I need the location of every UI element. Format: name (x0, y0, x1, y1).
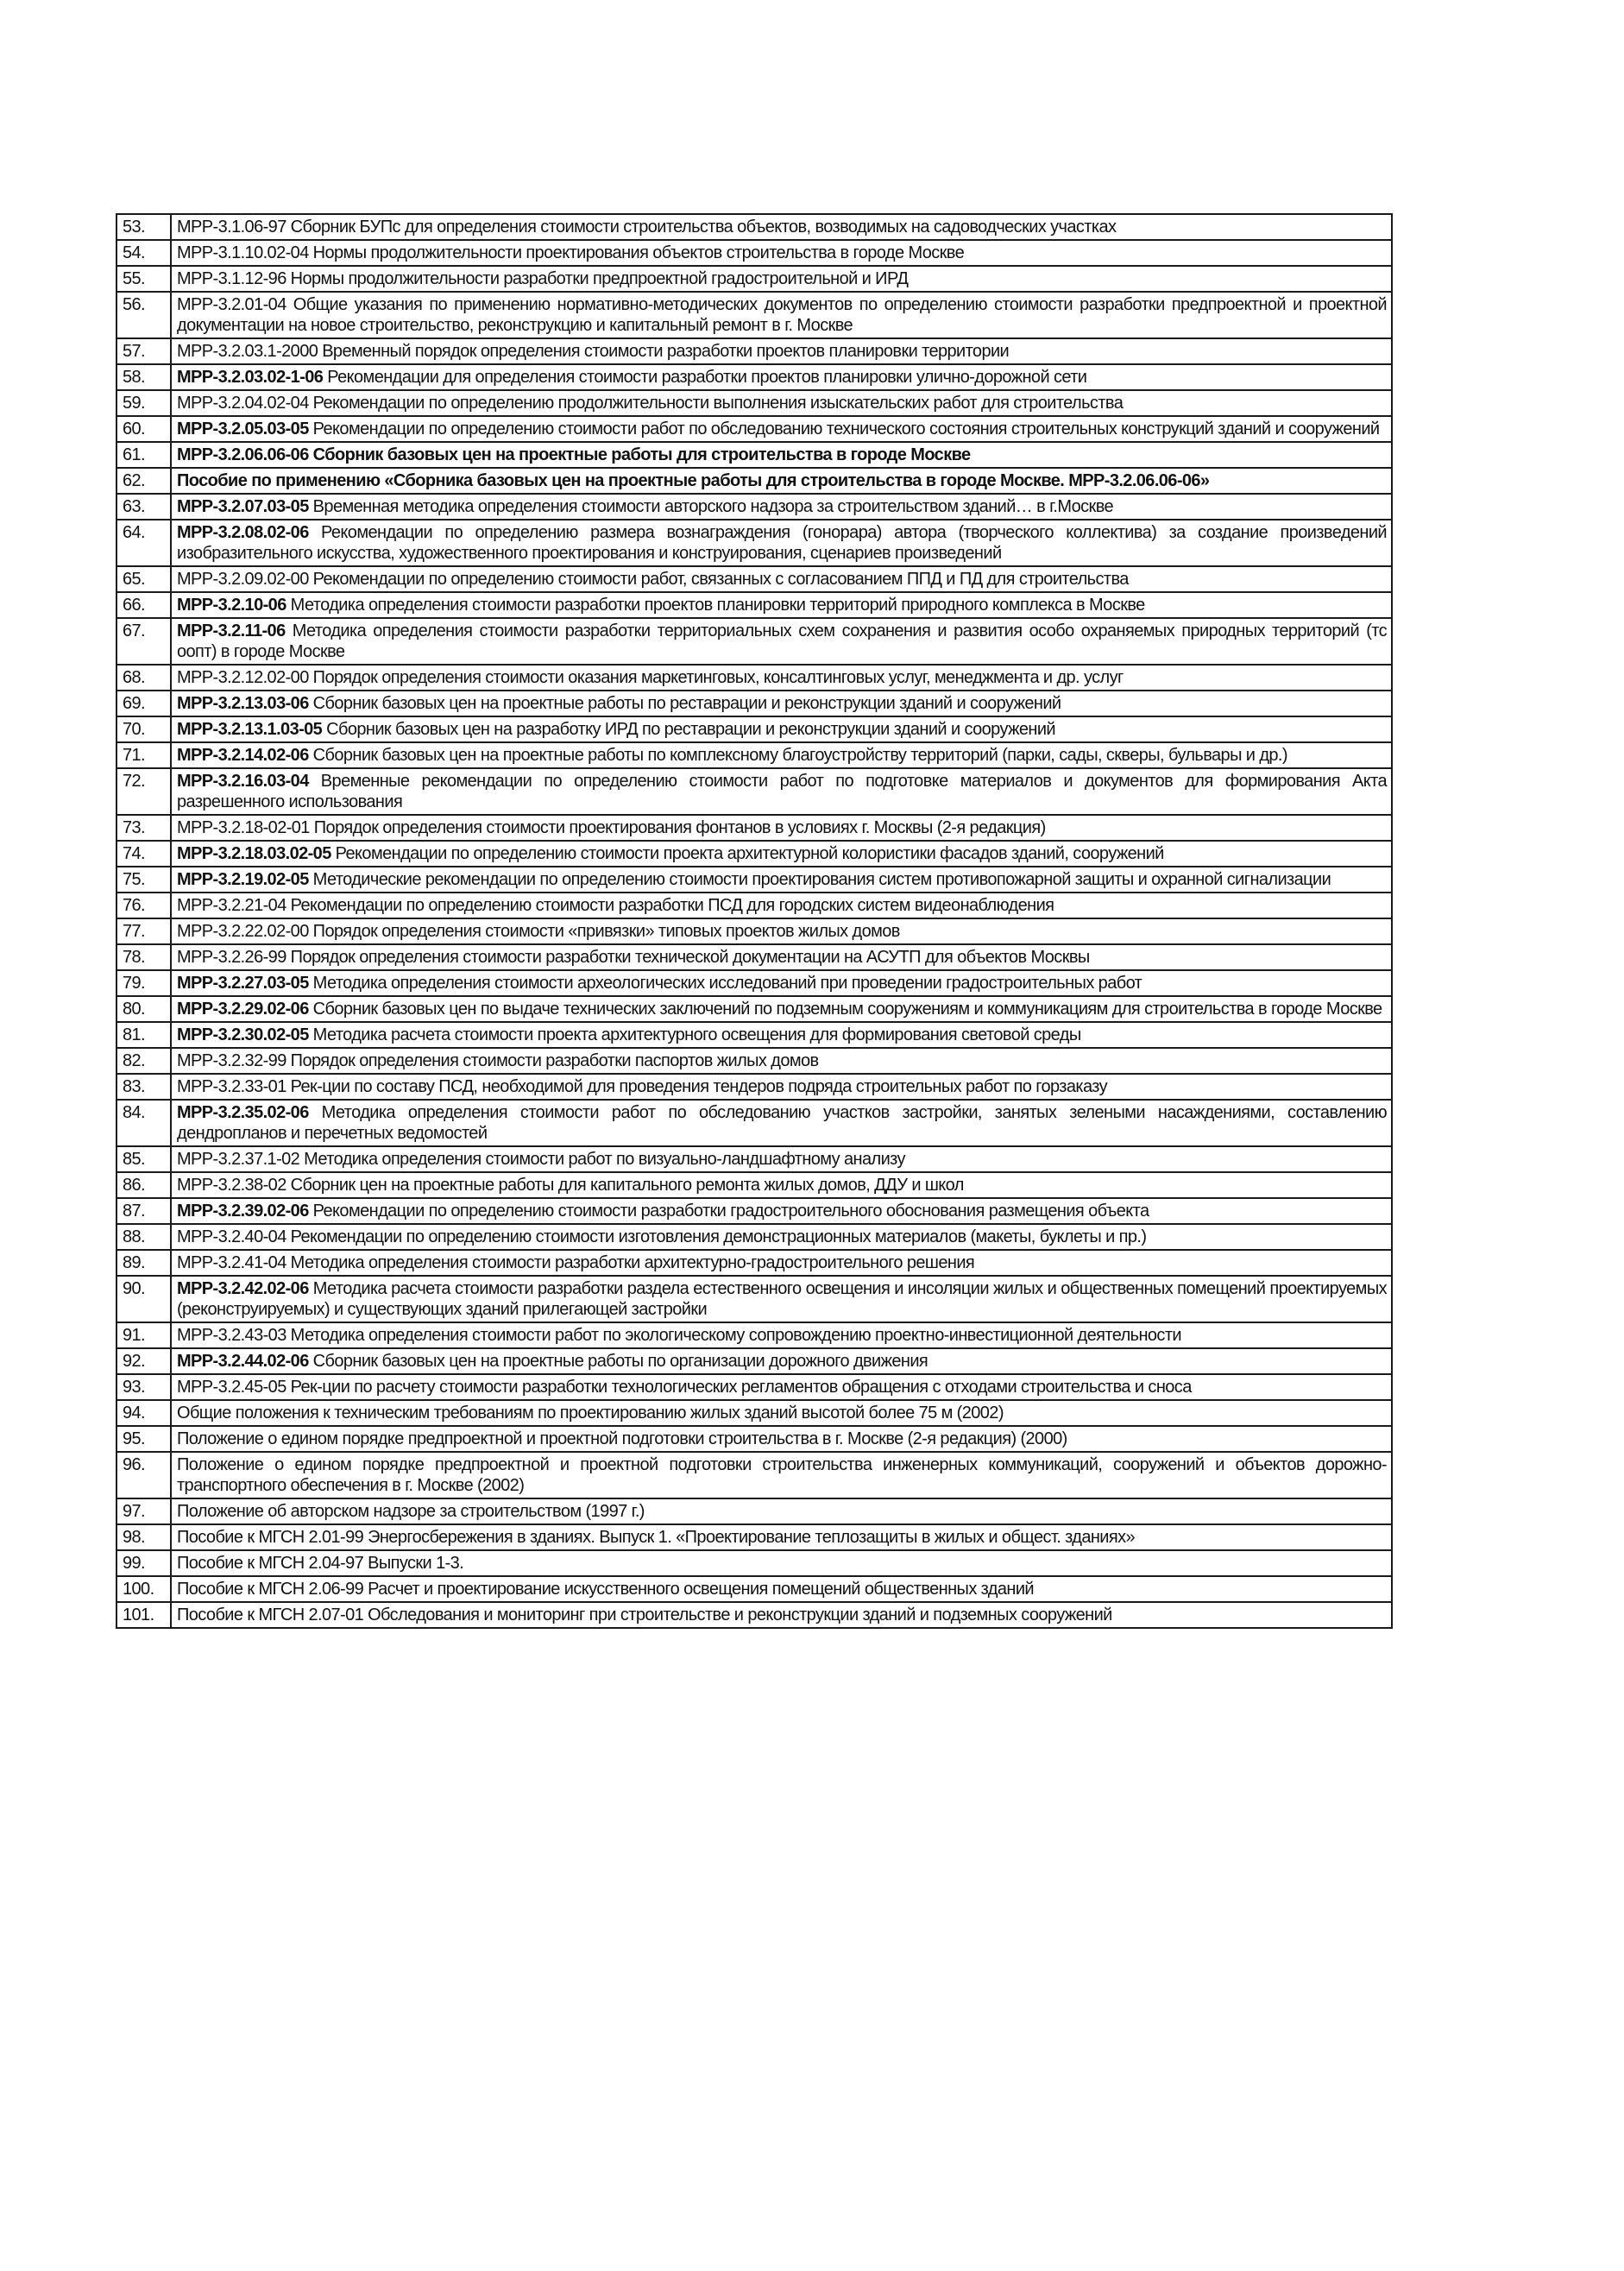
document-description: Пособие к МГСН 2.07-01 Обследования и мониторинг при строительстве и реконструкции зданий и подземных сооружений (177, 1605, 1112, 1624)
document-code: МРР-3.2.42.02-06 (177, 1279, 309, 1298)
document-description: Методика определения стоимости разработки проектов планировки территорий природного комплекса в Москве (286, 596, 1145, 615)
document-title (171, 1400, 1392, 1426)
row-number: 90. (116, 1276, 171, 1322)
document-description: МРР-3.2.40-04 Рекомендации по определению стоимости изготовления демонстрационных материалов (макеты, буклеты и пр.) (177, 1227, 1147, 1246)
document-title (171, 416, 1392, 442)
document-description: Методика определения стоимости археологических исследований при проведении градостроительных работ (308, 974, 1142, 993)
row-number: 70. (116, 716, 171, 742)
document-title (171, 867, 1392, 893)
row-number: 54. (116, 240, 171, 266)
row-number: 79. (116, 970, 171, 996)
row-number: 82. (116, 1048, 171, 1074)
row-number: 101. (116, 1602, 171, 1628)
document-title (171, 1452, 1392, 1498)
table-row (116, 338, 1392, 364)
document-description: МРР-3.2.22.02-00 Порядок определения стоимости «привязки» типовых проектов жилых домов (177, 922, 900, 941)
document-title (171, 1348, 1392, 1374)
table-row (116, 1576, 1392, 1602)
row-number: 71. (116, 742, 171, 768)
document-title (171, 1276, 1392, 1322)
table-row (116, 1348, 1392, 1374)
document-title (171, 1550, 1392, 1576)
table-row (116, 815, 1392, 841)
document-description: Пособие к МГСН 2.06-99 Расчет и проектирование искусственного освещения помещений общественных зданий (177, 1580, 1034, 1599)
row-number: 64. (116, 520, 171, 566)
table-row (116, 214, 1392, 240)
document-title (171, 442, 1392, 468)
document-description: МРР-3.1.06-97 Сборник БУПс для определения стоимости строительства объектов, возводимых на садоводческих участках (177, 218, 1117, 237)
document-code: МРР-3.2.07.03-05 (177, 497, 309, 516)
document-title (171, 970, 1392, 996)
row-number: 57. (116, 338, 171, 364)
row-number: 76. (116, 893, 171, 918)
document-title (171, 841, 1392, 867)
document-register-table (116, 213, 1393, 1629)
document-description: МРР-3.2.26-99 Порядок определения стоимости разработки технической документации на АСУТП для объектов Москвы (177, 948, 1090, 967)
document-title (171, 918, 1392, 944)
document-code: МРР-3.2.35.02-06 (177, 1103, 309, 1122)
table-row (116, 592, 1392, 618)
document-title (171, 1146, 1392, 1172)
table-row (116, 1524, 1392, 1550)
table-row (116, 665, 1392, 691)
document-title (171, 468, 1392, 494)
document-title (171, 1576, 1392, 1602)
document-description: Рекомендации для определения стоимости разработки проектов планировки улично-дорожной сети (323, 368, 1087, 387)
table-row (116, 1452, 1392, 1498)
table-row (116, 520, 1392, 566)
table-row (116, 1374, 1392, 1400)
document-code: МРР-3.2.08.02-06 (177, 523, 309, 542)
row-number: 77. (116, 918, 171, 944)
document-title (171, 1374, 1392, 1400)
row-number: 99. (116, 1550, 171, 1576)
document-title (171, 240, 1392, 266)
document-title (171, 815, 1392, 841)
row-number: 86. (116, 1172, 171, 1198)
table-row (116, 1048, 1392, 1074)
table-row (116, 1550, 1392, 1576)
document-title (171, 618, 1392, 665)
row-number: 62. (116, 468, 171, 494)
table-row (116, 442, 1392, 468)
row-number: 84. (116, 1100, 171, 1146)
document-description: Методика определения стоимости работ по обследованию участков застройки, занятых зелеными насаждениями, составлению дендропланов и перечетных ведомостей (177, 1103, 1387, 1143)
row-number: 68. (116, 665, 171, 691)
document-code: МРР-3.2.29.02-06 (177, 1000, 309, 1019)
table-row (116, 416, 1392, 442)
document-title (171, 893, 1392, 918)
document-title (171, 1322, 1392, 1348)
document-title (171, 390, 1392, 416)
table-row (116, 364, 1392, 390)
document-description: Положение о едином порядке предпроектной и проектной подготовки строительства в г. Москве (2-я редакция) (2000) (177, 1429, 1067, 1448)
document-description: Пособие к МГСН 2.04-97 Выпуски 1-3. (177, 1554, 464, 1573)
row-number: 56. (116, 292, 171, 338)
table-row (116, 240, 1392, 266)
document-title (171, 494, 1392, 520)
document-description: Временная методика определения стоимости авторского надзора за строительством зданий… в г.Москве (308, 497, 1114, 516)
document-code: МРР-3.2.10-06 (177, 596, 286, 615)
document-title (171, 338, 1392, 364)
document-title (171, 1602, 1392, 1628)
table-row (116, 1276, 1392, 1322)
table-row (116, 716, 1392, 742)
row-number: 95. (116, 1426, 171, 1452)
row-number: 78. (116, 944, 171, 970)
row-number: 58. (116, 364, 171, 390)
row-number: 87. (116, 1198, 171, 1224)
document-code: МРР-3.2.16.03-04 (177, 772, 309, 791)
document-title (171, 1048, 1392, 1074)
document-description: МРР-3.2.41-04 Методика определения стоимости разработки архитектурно-градостроительного решения (177, 1253, 975, 1272)
table-row (116, 841, 1392, 867)
row-number: 60. (116, 416, 171, 442)
document-title (171, 1172, 1392, 1198)
row-number: 80. (116, 996, 171, 1022)
document-description: МРР-3.1.10.02-04 Нормы продолжительности проектирования объектов строительства в городе Москве (177, 243, 965, 262)
document-description: Рекомендации по определению стоимости работ по обследованию технического состояния строительных конструкций зданий и сооружений (308, 420, 1380, 438)
row-number: 96. (116, 1452, 171, 1498)
row-number: 63. (116, 494, 171, 520)
document-code: МРР-3.2.03.02-1-06 (177, 368, 324, 387)
document-description: МРР-3.1.12-96 Нормы продолжительности разработки предпроектной градостроительной и ИРД (177, 269, 909, 288)
document-description: Пособие по применению «Сборника базовых цен на проектные работы для строительства в городе Москве. МРР-3.2.06.06-06» (177, 471, 1210, 490)
document-code: МРР-3.2.19.02-05 (177, 870, 309, 889)
document-title (171, 1074, 1392, 1100)
table-row (116, 996, 1392, 1022)
table-row (116, 266, 1392, 292)
table-row (116, 1322, 1392, 1348)
document-title (171, 214, 1392, 240)
row-number: 94. (116, 1400, 171, 1426)
table-row (116, 768, 1392, 815)
document-description: Методические рекомендации по определению стоимости проектирования систем противопожарной защиты и охранной сигнализации (308, 870, 1331, 889)
document-description: МРР-3.2.12.02-00 Порядок определения стоимости оказания маркетинговых, консалтинговых услуг, менеджмента и др. услуг (177, 668, 1124, 687)
document-code: МРР-3.2.44.02-06 (177, 1352, 309, 1371)
document-title (171, 768, 1392, 815)
document-title (171, 742, 1392, 768)
row-number: 53. (116, 214, 171, 240)
row-number: 88. (116, 1224, 171, 1250)
row-number: 97. (116, 1498, 171, 1524)
document-title (171, 520, 1392, 566)
document-title (171, 1224, 1392, 1250)
row-number: 66. (116, 592, 171, 618)
document-description: Методика расчета стоимости разработки раздела естественного освещения и инсоляции жилых и общественных помещений проектируемых (реконструируемых) и существующих зданий прилегающей застройки (177, 1279, 1387, 1319)
row-number: 74. (116, 841, 171, 867)
register-rows (116, 214, 1392, 1628)
row-number: 67. (116, 618, 171, 665)
document-description: МРР-3.2.06.06-06 Сборник базовых цен на проектные работы для строительства в городе Москве (177, 445, 971, 464)
row-number: 73. (116, 815, 171, 841)
table-row (116, 1498, 1392, 1524)
document-title (171, 292, 1392, 338)
document-description: Сборник базовых цен на разработку ИРД по реставрации и реконструкции зданий и сооружений (322, 720, 1055, 739)
table-row (116, 618, 1392, 665)
row-number: 85. (116, 1146, 171, 1172)
document-code: МРР-3.2.13.03-06 (177, 694, 309, 713)
row-number: 92. (116, 1348, 171, 1374)
document-code: МРР-3.2.13.1.03-05 (177, 720, 323, 739)
table-row (116, 893, 1392, 918)
document-title (171, 266, 1392, 292)
document-description: Методика определения стоимости разработки территориальных схем сохранения и развития особо охраняемых природных территорий (тс оопт) в городе Москве (177, 621, 1387, 661)
table-row (116, 566, 1392, 592)
document-description: Методика расчета стоимости проекта архитектурного освещения для формирования световой среды (308, 1025, 1081, 1044)
row-number: 93. (116, 1374, 171, 1400)
table-row (116, 1100, 1392, 1146)
table-row (116, 292, 1392, 338)
document-description: Общие положения к техническим требованиям по проектированию жилых зданий высотой более 75 м (2002) (177, 1404, 1004, 1423)
table-row (116, 1426, 1392, 1452)
row-number: 100. (116, 1576, 171, 1602)
document-description: МРР-3.2.18-02-01 Порядок определения стоимости проектирования фонтанов в условиях г. Москвы (2-я редакция) (177, 818, 1046, 837)
document-description: Сборник базовых цен на проектные работы по организации дорожного движения (308, 1352, 928, 1371)
document-description: Пособие к МГСН 2.01-99 Энергосбережения в зданиях. Выпуск 1. «Проектирование теплозащиты в жилых и общест. зданиях» (177, 1528, 1136, 1547)
row-number: 61. (116, 442, 171, 468)
row-number: 59. (116, 390, 171, 416)
document-description: Рекомендации по определению стоимости разработки градостроительного обоснования размещения объекта (308, 1202, 1149, 1221)
document-title (171, 1426, 1392, 1452)
document-code: МРР-3.2.27.03-05 (177, 974, 309, 993)
row-number: 89. (116, 1250, 171, 1276)
document-description: Временные рекомендации по определению стоимости работ по подготовке материалов и документов для формирования Акта разрешенного использования (177, 772, 1387, 811)
document-title (171, 1100, 1392, 1146)
table-row (116, 1146, 1392, 1172)
table-row (116, 1172, 1392, 1198)
row-number: 75. (116, 867, 171, 893)
document-title (171, 364, 1392, 390)
document-description: МРР-3.2.43-03 Методика определения стоимости работ по экологическому сопровождению проектно-инвестиционной деятельности (177, 1326, 1181, 1345)
row-number: 83. (116, 1074, 171, 1100)
document-code: МРР-3.2.14.02-06 (177, 746, 309, 765)
document-description: Сборник базовых цен на проектные работы по реставрации и реконструкции зданий и сооружений (308, 694, 1061, 713)
document-description: МРР-3.2.33-01 Рек-ции по составу ПСД, необходимой для проведения тендеров подряда строительных работ по горзаказу (177, 1077, 1108, 1096)
table-row (116, 390, 1392, 416)
table-row (116, 918, 1392, 944)
document-title (171, 996, 1392, 1022)
document-description: МРР-3.2.09.02-00 Рекомендации по определению стоимости работ, связанных с согласованием ППД и ПД для строительства (177, 570, 1129, 589)
document-title (171, 1524, 1392, 1550)
table-row (116, 1602, 1392, 1628)
document-description: Сборник базовых цен на проектные работы по комплексному благоустройству территорий (парки, сады, скверы, бульвары и др.) (308, 746, 1287, 765)
table-row (116, 742, 1392, 768)
table-row (116, 691, 1392, 716)
document-title (171, 1022, 1392, 1048)
row-number: 98. (116, 1524, 171, 1550)
document-description: МРР-3.2.01-04 Общие указания по применению нормативно-методических документов по определению стоимости разработки предпроектной и проектной документации на новое строительство, реконструкцию и капитальный ремонт в г. Москве (177, 295, 1387, 335)
table-row (116, 970, 1392, 996)
document-title (171, 665, 1392, 691)
document-description: Положение о едином порядке предпроектной и проектной подготовки строительства инженерных коммуникаций, сооружений и объектов дорожно-транспортного обеспечения в г. Москве (2002) (177, 1455, 1387, 1495)
document-title (171, 566, 1392, 592)
document-description: МРР-3.2.03.1-2000 Временный порядок определения стоимости разработки проектов планировки территории (177, 342, 1010, 361)
table-row (116, 1022, 1392, 1048)
document-title (171, 1198, 1392, 1224)
table-row (116, 468, 1392, 494)
table-row (116, 1224, 1392, 1250)
document-title (171, 691, 1392, 716)
document-code: МРР-3.2.39.02-06 (177, 1202, 309, 1221)
document-description: МРР-3.2.04.02-04 Рекомендации по определению продолжительности выполнения изыскательских работ для строительства (177, 394, 1124, 413)
document-description: Сборник базовых цен по выдаче технических заключений по подземным сооружениям и коммуникациям для строительства в городе Москве (308, 1000, 1382, 1019)
document-description: МРР-3.2.21-04 Рекомендации по определению стоимости разработки ПСД для городских систем видеонаблюдения (177, 896, 1054, 915)
document-code: МРР-3.2.18.03.02-05 (177, 844, 331, 863)
row-number: 55. (116, 266, 171, 292)
document-title (171, 1498, 1392, 1524)
document-description: Рекомендации по определению стоимости проекта архитектурной колористики фасадов зданий, сооружений (330, 844, 1164, 863)
document-title (171, 592, 1392, 618)
row-number: 65. (116, 566, 171, 592)
table-row (116, 1250, 1392, 1276)
document-description: Рекомендации по определению размера вознаграждения (гонорара) автора (творческого коллектива) за создание произведений изобразительного искусства, художественного проектирования и конструирования, сценариев произведений (177, 523, 1387, 563)
table-row (116, 1198, 1392, 1224)
document-description: МРР-3.2.45-05 Рек-ции по расчету стоимости разработки технологических регламентов обращения с отходами строительства и сноса (177, 1378, 1192, 1397)
table-row (116, 867, 1392, 893)
document-description: МРР-3.2.32-99 Порядок определения стоимости разработки паспортов жилых домов (177, 1051, 819, 1070)
row-number: 69. (116, 691, 171, 716)
document-title (171, 716, 1392, 742)
row-number: 91. (116, 1322, 171, 1348)
table-row (116, 1074, 1392, 1100)
table-row (116, 944, 1392, 970)
document-description: Положение об авторском надзоре за строительством (1997 г.) (177, 1502, 645, 1521)
document-title (171, 1250, 1392, 1276)
document-description: МРР-3.2.38-02 Сборник цен на проектные работы для капитального ремонта жилых домов, ДДУ и школ (177, 1176, 964, 1195)
row-number: 81. (116, 1022, 171, 1048)
row-number: 72. (116, 768, 171, 815)
document-code: МРР-3.2.05.03-05 (177, 420, 309, 438)
document-code: МРР-3.2.30.02-05 (177, 1025, 309, 1044)
table-row (116, 494, 1392, 520)
document-title (171, 944, 1392, 970)
document-code: МРР-3.2.11-06 (177, 621, 286, 640)
table-row (116, 1400, 1392, 1426)
document-description: МРР-3.2.37.1-02 Методика определения стоимости работ по визуально-ландшафтному анализу (177, 1150, 905, 1169)
